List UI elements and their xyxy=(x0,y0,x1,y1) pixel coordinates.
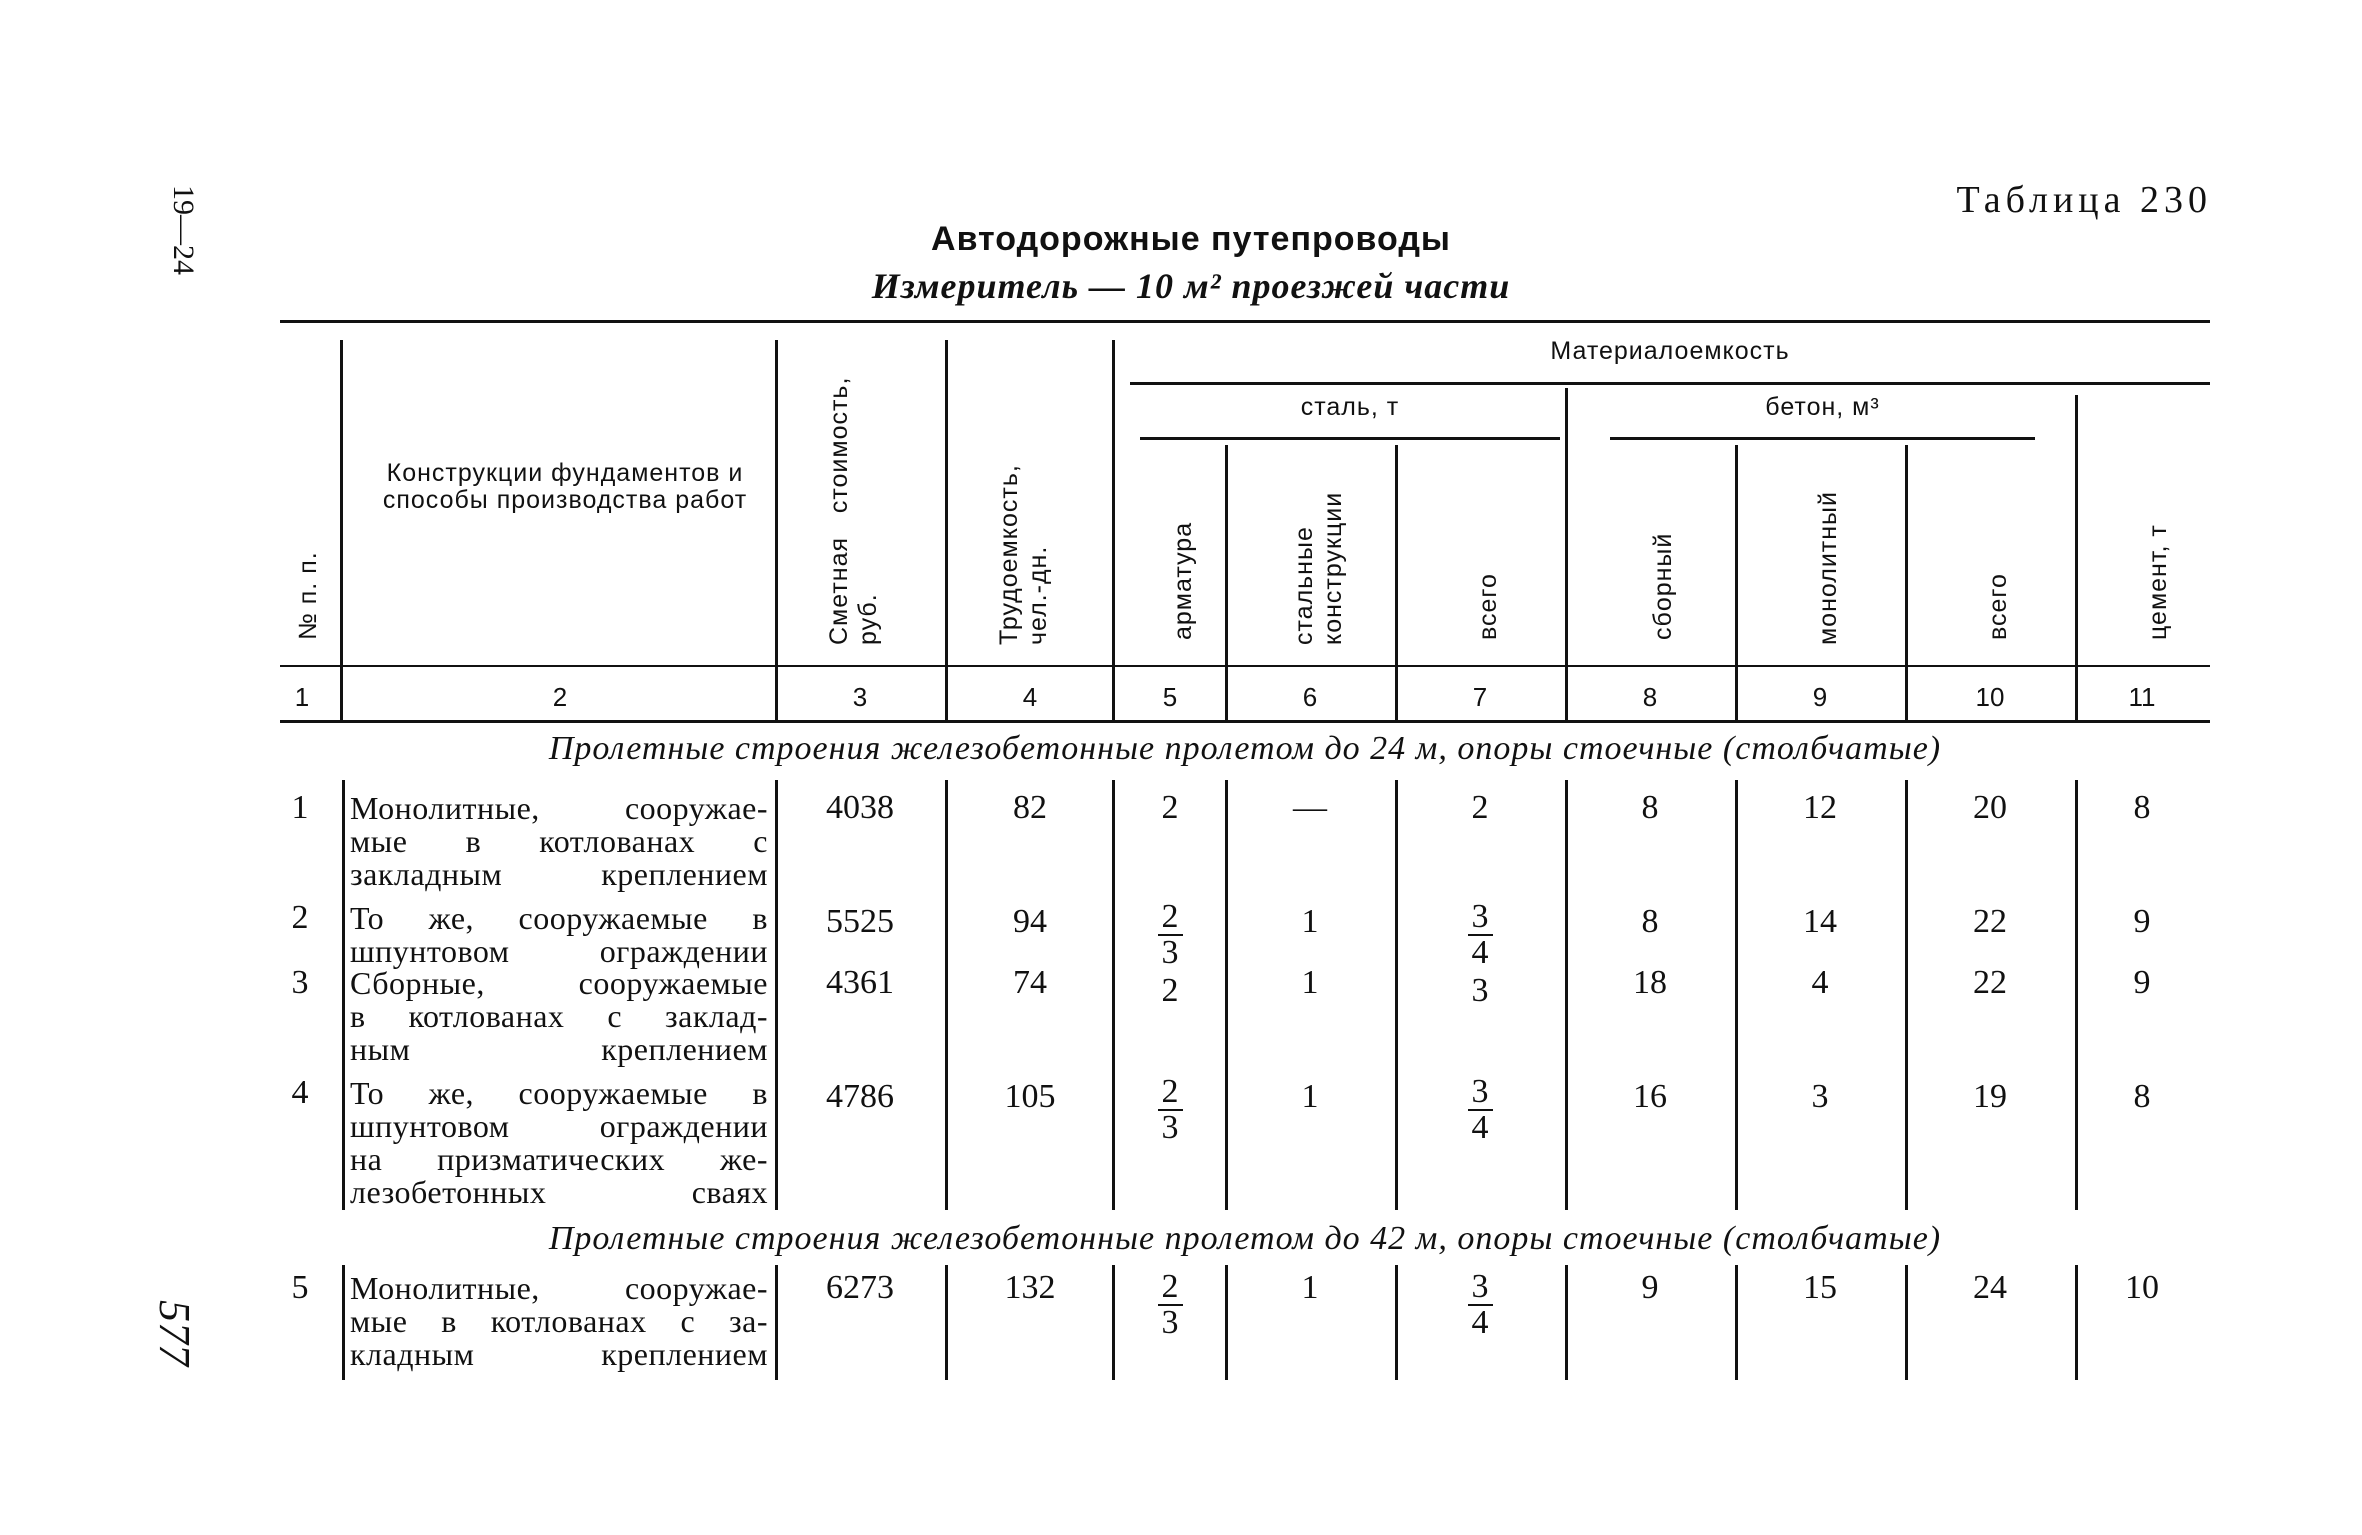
body-rule-0-0 xyxy=(342,780,345,1210)
cell-labor: 82 xyxy=(1013,789,1047,826)
row-description: Сборные, сооружаемые в котлованах с заклад- ным креплением xyxy=(350,965,768,1067)
hdr-steel-total: всего xyxy=(1474,573,1502,640)
material-rule xyxy=(1130,382,2210,385)
hv-2 xyxy=(775,340,778,720)
cell-steel-struct: 1 xyxy=(1301,964,1319,1001)
page-number: 577 xyxy=(150,1300,199,1366)
column-number-9: 9 xyxy=(1812,682,1828,712)
cell-mono: 12 xyxy=(1803,789,1837,826)
column-number-3: 3 xyxy=(852,682,868,712)
column-number-1: 1 xyxy=(294,682,310,712)
body-rule-0-9 xyxy=(2075,780,2078,1210)
hdr-monolithic: монолитный xyxy=(1814,491,1842,645)
hdr-concrete: бетон, м³ xyxy=(1765,393,1880,421)
row-number: 2 xyxy=(291,899,309,936)
cell-precast: 8 xyxy=(1641,903,1659,940)
cell-labor: 94 xyxy=(1013,903,1047,940)
cell-steel-total: $\frac{3}{4}$ xyxy=(1420,1270,1540,1341)
cell-mono: 15 xyxy=(1803,1269,1837,1306)
hv-5 xyxy=(1225,445,1228,720)
row-number: 4 xyxy=(291,1074,309,1111)
hv-7 xyxy=(1565,388,1568,720)
cell-cement: 8 xyxy=(2133,1078,2151,1115)
body-rule-0-2 xyxy=(945,780,948,1210)
hdr-num: № п. п. xyxy=(294,551,322,640)
column-number-8: 8 xyxy=(1642,682,1658,712)
body-rule-1-8 xyxy=(1905,1265,1908,1380)
body-rule-1-1 xyxy=(775,1265,778,1380)
margin-code: 19—24 xyxy=(167,185,200,275)
column-number-5: 5 xyxy=(1162,682,1178,712)
body-rule-1-2 xyxy=(945,1265,948,1380)
cell-steel-struct: — xyxy=(1293,789,1327,826)
cell-steel-struct: 1 xyxy=(1301,1078,1319,1115)
hdr-cost: Сметная стоимость, руб. xyxy=(825,376,882,645)
row-description: Монолитные, сооружае- мые в котлованах с за- кладным креплением xyxy=(350,1270,768,1372)
hdr-material: Материалоемкость xyxy=(1550,337,1790,365)
cell-precast: 16 xyxy=(1633,1078,1667,1115)
cell-steel-struct: 1 xyxy=(1301,1269,1319,1306)
cell-rebar: $\frac{2}{3}$ xyxy=(1110,1270,1230,1341)
data-table xyxy=(280,320,2210,1380)
cell-cement: 8 xyxy=(2133,789,2151,826)
cell-conc-total: 20 xyxy=(1973,789,2007,826)
row-number: 1 xyxy=(291,789,309,826)
body-rule-1-9 xyxy=(2075,1265,2078,1380)
cell-conc-total: 22 xyxy=(1973,964,2007,1001)
cell-labor: 74 xyxy=(1013,964,1047,1001)
cell-conc-total: 19 xyxy=(1973,1078,2007,1115)
column-number-2: 2 xyxy=(552,682,568,712)
hdr-construction: Конструкции фундаментов и способы производства работ xyxy=(382,459,748,514)
hdr-rebar: арматура xyxy=(1169,521,1197,640)
cell-steel-total: $\frac{3}{4}$ xyxy=(1420,1075,1540,1146)
hdr-cement: цемент, т xyxy=(2144,524,2172,640)
row-number: 5 xyxy=(291,1269,309,1306)
hv-3 xyxy=(945,340,948,720)
colnum-bottom-rule xyxy=(280,720,2210,723)
row-description: То же, сооружаемые в шпунтовом ограждении на призматических же- лезобетонных сваях xyxy=(350,1075,768,1210)
hv-9 xyxy=(1905,445,1908,720)
body-rule-0-8 xyxy=(1905,780,1908,1210)
cell-labor: 132 xyxy=(1004,1269,1056,1306)
body-rule-0-1 xyxy=(775,780,778,1210)
section-heading-2: Пролетные строения железобетонные пролетом до 42 м, опоры стоечные (столбчатые) xyxy=(548,1220,1942,1257)
row-description: Монолитные, сооружае- мые в котлованах с закладным креплением xyxy=(350,790,768,892)
column-number-4: 4 xyxy=(1022,682,1038,712)
cell-cement: 10 xyxy=(2125,1269,2159,1306)
column-number-7: 7 xyxy=(1472,682,1488,712)
cell-cost: 6273 xyxy=(826,1269,894,1306)
cell-mono: 3 xyxy=(1811,1078,1829,1115)
cell-conc-total: 22 xyxy=(1973,903,2007,940)
table-number: Таблица 230 xyxy=(1956,179,2212,221)
row-description: То же, сооружаемые в шпунтовом ограждении xyxy=(350,900,768,969)
column-number-6: 6 xyxy=(1302,682,1318,712)
table-title: Автодорожные путепроводы xyxy=(931,220,1451,258)
header-bottom-rule xyxy=(280,665,2210,667)
body-rule-0-5 xyxy=(1395,780,1398,1210)
hv-4 xyxy=(1112,340,1115,720)
cell-cost: 4786 xyxy=(826,1078,894,1115)
hdr-concrete-total: всего xyxy=(1984,573,2012,640)
body-rule-1-6 xyxy=(1565,1265,1568,1380)
cell-rebar: $\frac{2}{3}$ xyxy=(1110,900,1230,971)
hv-6 xyxy=(1395,445,1398,720)
body-rule-1-7 xyxy=(1735,1265,1738,1380)
column-number-10: 10 xyxy=(1975,682,2005,712)
cell-cost: 4038 xyxy=(826,789,894,826)
body-rule-1-5 xyxy=(1395,1265,1398,1380)
cell-precast: 8 xyxy=(1641,789,1659,826)
section-heading-1: Пролетные строения железобетонные пролетом до 24 м, опоры стоечные (столбчатые) xyxy=(548,730,1942,767)
cell-steel-total: 2 xyxy=(1471,789,1489,826)
cell-rebar: 2 xyxy=(1161,972,1179,1009)
body-rule-0-7 xyxy=(1735,780,1738,1210)
table-subtitle: Измеритель — 10 м² проезжей части xyxy=(871,266,1511,306)
cell-steel-total: 3 xyxy=(1471,972,1489,1009)
cell-steel-struct: 1 xyxy=(1301,903,1319,940)
column-number-11: 11 xyxy=(2128,682,2156,712)
cell-cost: 4361 xyxy=(826,964,894,1001)
cell-rebar: $\frac{2}{3}$ xyxy=(1110,1075,1230,1146)
cell-cost: 5525 xyxy=(826,903,894,940)
cell-labor: 105 xyxy=(1004,1078,1056,1115)
steel-rule xyxy=(1140,437,1560,440)
cell-steel-total: $\frac{3}{4}$ xyxy=(1420,900,1540,971)
table-top-rule xyxy=(280,320,2210,323)
hdr-steel-struct: стальные конструкции xyxy=(1290,491,1347,645)
cell-cement: 9 xyxy=(2133,964,2151,1001)
cell-rebar: 2 xyxy=(1161,789,1179,826)
cell-conc-total: 24 xyxy=(1973,1269,2007,1306)
concrete-rule xyxy=(1610,437,2035,440)
hv-10 xyxy=(2075,395,2078,720)
hdr-precast: сборный xyxy=(1649,532,1677,640)
body-rule-1-0 xyxy=(342,1265,345,1380)
cell-mono: 4 xyxy=(1811,964,1829,1001)
cell-mono: 14 xyxy=(1803,903,1837,940)
hdr-steel: сталь, т xyxy=(1300,393,1400,421)
row-number: 3 xyxy=(291,964,309,1001)
cell-precast: 9 xyxy=(1641,1269,1659,1306)
cell-cement: 9 xyxy=(2133,903,2151,940)
body-rule-0-6 xyxy=(1565,780,1568,1210)
cell-precast: 18 xyxy=(1633,964,1667,1001)
hdr-labor: Трудоемкость, чел.-дн. xyxy=(995,464,1052,645)
hv-8 xyxy=(1735,445,1738,720)
hv-1 xyxy=(340,340,343,720)
